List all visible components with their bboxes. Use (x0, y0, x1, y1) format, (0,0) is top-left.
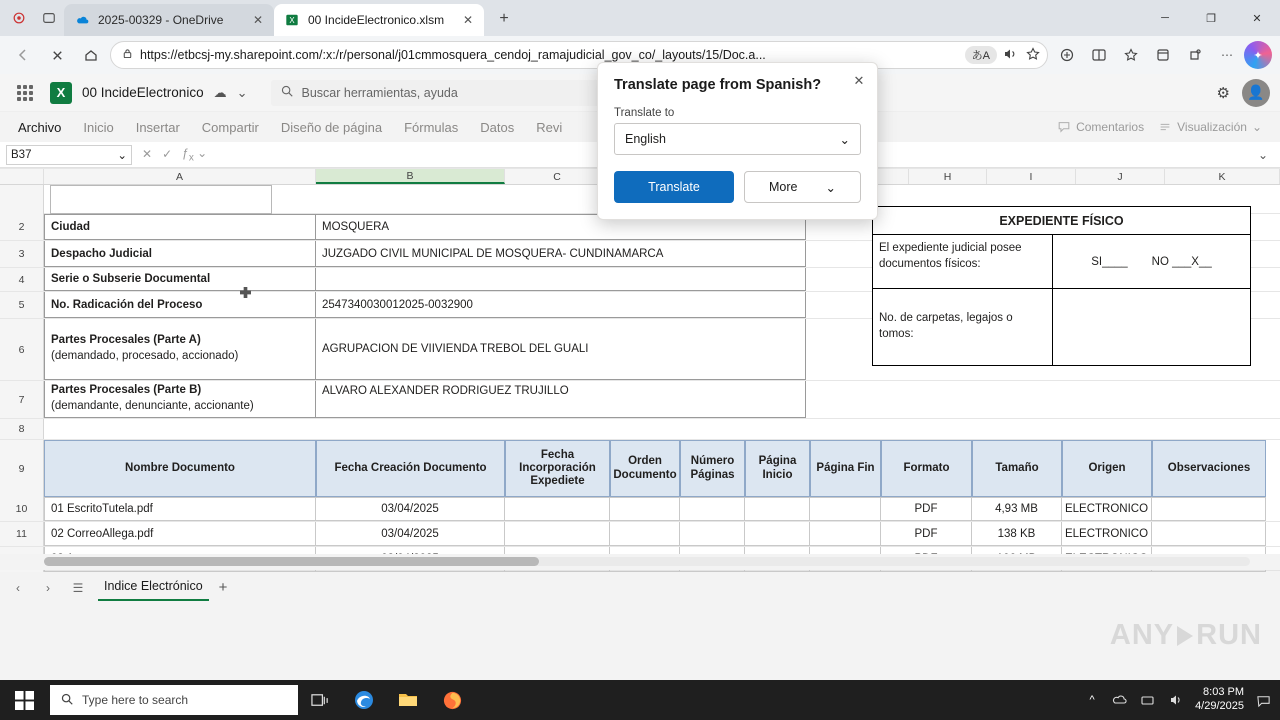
cell-fecha-creacion[interactable]: 03/04/2025 (316, 522, 505, 546)
translate-popup-title: Translate page from Spanish? (614, 77, 822, 93)
formula-bar-buttons (132, 146, 217, 163)
column-header-K[interactable]: K (1165, 169, 1280, 184)
expediente-answer-2[interactable] (1053, 289, 1250, 365)
home-icon[interactable] (76, 40, 106, 70)
cell-tamano[interactable]: 4,93 MB (972, 497, 1062, 521)
more-options-icon[interactable]: ⋯ (1221, 48, 1233, 62)
sheet-tab-indice-electronico[interactable]: Indice Electrónico (98, 575, 209, 601)
browser-tab-strip (0, 0, 1280, 36)
favorites-icon[interactable] (1116, 40, 1146, 70)
col-tamano[interactable]: Tamaño (972, 440, 1062, 497)
start-button[interactable] (0, 680, 48, 720)
browser-toolbar-right (1052, 40, 1272, 70)
field-value-parte-b[interactable]: ALVARO ALEXANDER RODRIGUEZ TRUJILLO (316, 381, 806, 418)
cell-formato[interactable]: PDF (881, 497, 972, 521)
row-header-2[interactable]: 2 (0, 214, 44, 240)
field-label-ciudad[interactable]: Ciudad (44, 214, 316, 240)
tab-actions-icon[interactable] (4, 3, 34, 33)
close-icon[interactable]: ✕ (853, 73, 865, 88)
ribbon-tab-inicio[interactable]: Inicio (83, 119, 114, 135)
ribbon-tab-diseno-pagina[interactable]: Diseño de página (280, 119, 383, 135)
translate-button[interactable]: Translate (614, 171, 734, 203)
more-button[interactable] (744, 171, 861, 203)
column-header-J[interactable]: J (1076, 169, 1165, 184)
browser-tab-1[interactable] (64, 4, 274, 36)
gear-icon[interactable]: ⚙ (1216, 84, 1230, 102)
ribbon-tab-datos[interactable]: Datos (480, 119, 515, 135)
maximize-button[interactable]: ❐ (1206, 12, 1216, 25)
field-label-serie[interactable]: Serie o Subserie Documental (44, 268, 316, 291)
row-header-11[interactable]: 11 (0, 522, 44, 546)
option-si[interactable]: SI____ (1091, 255, 1128, 268)
col-fecha-incorporacion[interactable]: Fecha Incorporación Expediete (505, 440, 610, 497)
cell-pagina-inicio[interactable] (745, 497, 810, 521)
select-all-corner[interactable] (0, 169, 44, 184)
translate-to-label: Translate to (614, 107, 675, 119)
translate-popup[interactable] (597, 62, 878, 220)
read-aloud-icon[interactable] (1003, 46, 1019, 65)
table-row[interactable] (0, 522, 1280, 547)
column-header-H[interactable]: H (909, 169, 987, 184)
network-icon[interactable] (1139, 686, 1157, 714)
cell-observaciones[interactable] (1152, 522, 1266, 546)
tab-search-icon[interactable] (34, 3, 64, 33)
address-bar-url: https://etbcsj-my.sharepoint.com/:x:/r/personal/j01cmmosquera_cendoj_ramajudicial_gov_co/_layouts/15/Doc.a... (140, 48, 766, 62)
sheet-tab-bar (0, 570, 1280, 604)
row-header-10[interactable]: 10 (0, 497, 44, 521)
mouse-cursor-icon (240, 287, 251, 298)
comments-button[interactable] (1057, 120, 1144, 134)
row-header-1[interactable] (0, 185, 44, 214)
watermark-left: ANY (1109, 619, 1175, 651)
back-icon[interactable] (8, 40, 38, 70)
expediente-question-2: No. de carpetas, legajos o tomos: (873, 289, 1053, 365)
next-sheet-icon[interactable]: › (46, 580, 50, 595)
expand-formula-bar-icon[interactable]: ⌄ (1257, 147, 1268, 162)
col-formato[interactable]: Formato (881, 440, 972, 497)
cell-orden[interactable] (610, 522, 680, 546)
grid-row-8[interactable] (0, 419, 1280, 440)
browser-extensions-icon[interactable] (1180, 40, 1210, 70)
name-box-value: B37 (11, 148, 32, 161)
column-header-C[interactable]: C (505, 169, 610, 184)
col-orden-documento[interactable]: Orden Documento (610, 440, 680, 497)
expediente-question-1: El expediente judicial posee documentos físicos: (873, 235, 1053, 288)
language-select-value: English (625, 132, 666, 146)
all-sheets-icon[interactable]: ☰ (72, 580, 84, 595)
expediente-answer-1[interactable] (1053, 235, 1250, 288)
taskbar-system-tray (1083, 686, 1280, 714)
field-value-parte-a[interactable]: AGRUPACION DE VIIVIENDA TREBOL DEL GUALI (316, 319, 806, 380)
cell-nombre[interactable]: 01 EscritoTutela.pdf (44, 497, 316, 521)
name-box[interactable] (6, 145, 132, 165)
taskbar-search-placeholder: Type here to search (82, 693, 189, 707)
horizontal-scrollbar[interactable] (0, 554, 1280, 570)
search-icon (60, 692, 74, 709)
minimize-button[interactable]: ─ (1161, 12, 1169, 24)
field-value-serie[interactable] (316, 268, 806, 291)
comments-label: Comentarios (1076, 120, 1145, 134)
search-placeholder: Buscar herramientas, ayuda (301, 85, 458, 100)
onedrive-icon (74, 12, 90, 28)
column-header-I[interactable]: I (987, 169, 1076, 184)
translate-popup-actions (614, 171, 861, 203)
excel-header-right (1217, 79, 1270, 107)
option-no[interactable]: NO ___X__ (1151, 255, 1212, 268)
cell-pagina-inicio[interactable] (745, 522, 810, 546)
row-header-6[interactable]: 6 (0, 319, 44, 380)
ribbon-tab-revisar[interactable]: Revi (536, 119, 563, 135)
translate-icon[interactable]: あA (965, 46, 997, 64)
grid-row-7[interactable] (0, 381, 1280, 419)
previous-sheet-icon[interactable]: ‹ (16, 580, 20, 595)
accept-formula-icon[interactable]: ✓ (162, 147, 173, 162)
browser-essentials-icon[interactable] (1052, 40, 1082, 70)
col-fecha-creacion[interactable]: Fecha Creación Documento (316, 440, 505, 497)
task-view-icon[interactable] (298, 680, 342, 720)
col-origen[interactable]: Origen (1062, 440, 1152, 497)
app-launcher-icon[interactable] (10, 78, 40, 108)
address-bar[interactable] (110, 41, 1048, 69)
cancel-formula-icon[interactable]: ✕ (142, 147, 153, 162)
close-window-button[interactable]: ✕ (1252, 12, 1262, 25)
document-title[interactable]: 00 IncideElectronico (82, 85, 204, 100)
ribbon-tab-archivo[interactable]: Archivo (18, 119, 62, 135)
field-value-radicacion[interactable]: 2547340030012025-0032900 (316, 292, 806, 318)
col-numero-paginas[interactable]: Número Páginas (680, 440, 745, 497)
field-label-parte-b: Partes Procesales (Parte B) (51, 384, 202, 397)
row-header-7[interactable]: 7 (0, 381, 44, 418)
watermark-right: RUN (1196, 619, 1262, 651)
col-pagina-fin[interactable]: Página Fin (810, 440, 881, 497)
chevron-down-icon: ⌄ (825, 180, 836, 195)
clock-time: 8:03 PM (1203, 686, 1244, 699)
expediente-row-carpetas[interactable] (873, 289, 1250, 365)
browser-tab-2[interactable] (274, 4, 484, 36)
clock-date: 4/29/2025 (1195, 700, 1244, 712)
row-header-4[interactable]: 4 (0, 268, 44, 291)
insert-function-icon[interactable]: $ƒ_x$ ⌄ (182, 145, 208, 164)
ribbon-right-actions (1057, 120, 1262, 134)
taskbar-clock[interactable] (1195, 686, 1244, 714)
browser-tab-1-label: 2025-00329 - OneDrive (98, 13, 224, 27)
ribbon-tab-insertar[interactable]: Insertar (135, 119, 180, 135)
collections-icon[interactable] (1148, 40, 1178, 70)
merged-title-cell[interactable] (50, 185, 272, 214)
view-mode-button[interactable] (1158, 120, 1262, 134)
row-header-8[interactable]: 8 (0, 419, 44, 439)
favorite-star-icon[interactable] (1025, 46, 1041, 65)
expediente-row-documentos[interactable] (873, 235, 1250, 289)
scrollbar-thumb[interactable] (44, 557, 539, 566)
view-mode-label: Visualización (1177, 120, 1247, 134)
cell-origen[interactable]: ELECTRONICO (1062, 497, 1152, 521)
cell-pagina-fin[interactable] (810, 522, 881, 546)
edge-icon[interactable] (342, 680, 386, 720)
spreadsheet-grid[interactable] (0, 168, 1280, 554)
column-header-B[interactable]: B (316, 169, 505, 184)
empty-row-cell[interactable] (44, 419, 1254, 439)
taskbar-search-input[interactable] (50, 685, 298, 715)
lock-icon (121, 47, 134, 63)
cell-num-paginas[interactable] (680, 522, 745, 546)
split-screen-icon[interactable] (1084, 40, 1114, 70)
field-value-ciudad[interactable]: MOSQUERA (316, 214, 806, 240)
col-nombre-documento[interactable]: Nombre Documento (44, 440, 316, 497)
copilot-icon[interactable]: ✦ (1244, 41, 1272, 69)
cell-origen[interactable]: ELECTRONICO (1062, 522, 1152, 546)
field-label-parte-a: Partes Procesales (Parte A) (51, 334, 201, 347)
chevron-down-icon: ⌄ (1251, 120, 1262, 134)
field-value-despacho[interactable]: JUZGADO CIVIL MUNICIPAL DE MOSQUERA- CUNDINAMARCA (316, 241, 806, 267)
row-header-9[interactable]: 9 (0, 440, 44, 497)
notification-center-icon[interactable] (1254, 686, 1272, 714)
col-pagina-inicio[interactable]: Página Inicio (745, 440, 810, 497)
chevron-down-icon: ⌄ (839, 132, 850, 147)
cell-num-paginas[interactable] (680, 497, 745, 521)
cell-observaciones[interactable] (1152, 497, 1266, 521)
expediente-fisico-panel[interactable] (872, 206, 1251, 366)
cell-nombre[interactable]: 02 CorreoAllega.pdf (44, 522, 316, 546)
window-controls (1142, 0, 1280, 36)
browser-tab-2-label: 00 IncideElectronico.xlsm (308, 13, 445, 27)
excel-logo-icon: X (50, 82, 72, 104)
windows-taskbar (0, 680, 1280, 720)
column-header-A[interactable]: A (44, 169, 316, 184)
cell-tamano[interactable]: 138 KB (972, 522, 1062, 546)
chevron-down-icon[interactable]: ⌄ (117, 149, 127, 162)
anyrun-watermark (1110, 619, 1262, 652)
file-explorer-icon[interactable] (386, 680, 430, 720)
close-icon[interactable]: ✕ (252, 13, 264, 27)
cell-formato[interactable]: PDF (881, 522, 972, 546)
new-tab-button[interactable]: + (499, 10, 509, 27)
table-row[interactable] (0, 497, 1280, 522)
field-sublabel-parte-a: (demandado, procesado, accionado) (51, 350, 239, 362)
chevron-down-icon[interactable]: ⌄ (236, 84, 248, 100)
field-sublabel-parte-b: (demandante, denunciante, accionante) (51, 400, 254, 412)
close-icon[interactable]: ✕ (462, 13, 474, 27)
show-hidden-icons-icon[interactable]: ^ (1089, 694, 1095, 706)
cloud-saved-icon[interactable]: ☁ (213, 84, 227, 100)
more-button-label: More (769, 180, 798, 194)
row-header-3[interactable]: 3 (0, 241, 44, 267)
expediente-fisico-title: EXPEDIENTE FÍSICO (873, 207, 1250, 235)
cell-pagina-fin[interactable] (810, 497, 881, 521)
svg-text:X: X (289, 16, 295, 26)
volume-icon[interactable] (1167, 686, 1185, 714)
excel-icon (284, 12, 300, 28)
cell-fecha-creacion[interactable]: 03/04/2025 (316, 497, 505, 521)
avatar[interactable]: 👤 (1242, 79, 1270, 107)
search-icon (280, 84, 294, 101)
firefox-icon[interactable] (430, 680, 474, 720)
ribbon-tab-compartir[interactable]: Compartir (201, 119, 259, 135)
col-observaciones[interactable]: Observaciones (1152, 440, 1266, 497)
add-sheet-button[interactable]: + (218, 579, 228, 596)
grid-row-9[interactable] (0, 440, 1280, 497)
cell-orden[interactable] (610, 497, 680, 521)
field-label-radicacion[interactable]: No. Radicación del Proceso (44, 292, 316, 318)
ribbon-tab-formulas[interactable]: Fórmulas (404, 119, 459, 135)
play-icon (1177, 626, 1193, 646)
onedrive-tray-icon[interactable] (1111, 686, 1129, 714)
cell-fecha-incorp[interactable] (505, 522, 610, 546)
row-header-5[interactable]: 5 (0, 292, 44, 318)
language-select[interactable] (614, 123, 861, 155)
cell-fecha-incorp[interactable] (505, 497, 610, 521)
stop-loading-icon[interactable] (42, 40, 72, 70)
field-label-despacho[interactable]: Despacho Judicial (44, 241, 316, 267)
